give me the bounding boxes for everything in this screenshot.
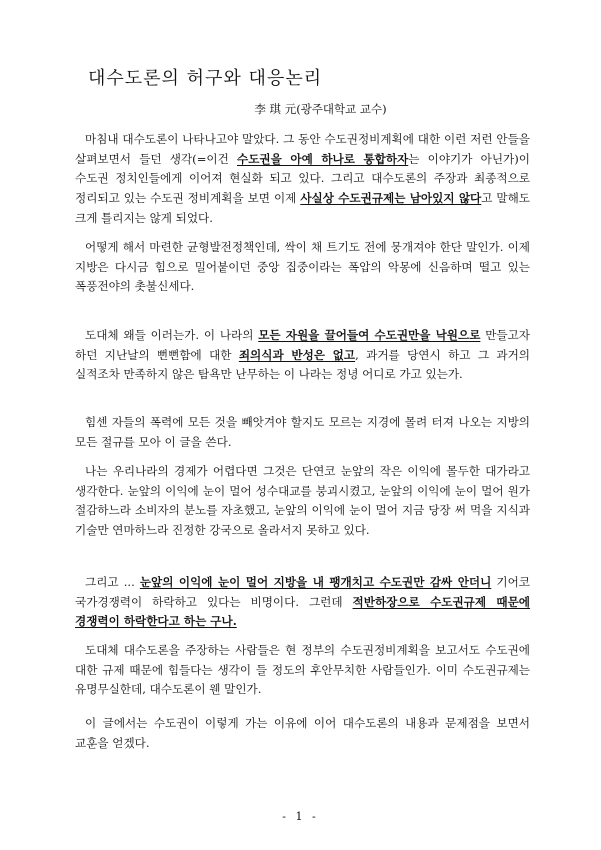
paragraph-text: 도대체 대수도론을 주장하는 사람들은 현 정부의 수도권정비계획을 보고서도 수도권에 대한 규제 때문에 힘들다는 생각이 들 정도의 후안무치한 사람들인가. 이미 수도권규제는 유명무실한데, 대수도론이 웬 말인가. (75, 643, 530, 697)
paragraph-3 (75, 326, 530, 385)
underlined-emphasis: 모든 자원을 끌어들여 수도권만을 낙원으로 (258, 328, 481, 342)
paragraph-text: 어떻게 해서 마련한 균형발전정책인데, 싹이 채 트기도 전에 뭉개져야 한단 말인가. 이제 지방은 다시금 힘으로 밀어붙이던 중앙 집중이라는 폭압의 악몽에 신음하며 떨고 있는 폭풍전야의 촛불신세다. (75, 240, 530, 294)
paragraph-text: 도대체 왜들 이러는가. 이 나라의 (85, 328, 259, 342)
paragraph-7 (75, 641, 530, 700)
underlined-emphasis: 적반하장으로 수도권규제 때문에 경쟁력이 하락한다고 하는 구나. (75, 594, 530, 629)
underlined-emphasis: 눈앞의 이익에 눈이 멀어 지방을 내 팽개치고 수도권만 감싸 안더니 (139, 575, 492, 589)
paragraph-text: 마침내 대수도론이 나타나고야 말았다. 그 동안 수도권정비계획에 대한 이런 저런 안들을 살펴보면서 들던 생각(=이건 (75, 132, 530, 166)
paragraph-text: 힘센 자들의 폭력에 모든 것을 빼앗겨야 할지도 모르는 지경에 몰려 터져 나오는 지방의 모든 절규를 모아 이 글을 쓴다. (75, 415, 530, 449)
paragraph-1 (75, 130, 530, 229)
underlined-emphasis: 죄의식과 반성은 없고 (238, 347, 356, 362)
page-number: - 1 - (282, 810, 319, 823)
paragraph-text: 고 말해도 크게 틀리지는 않게 되었다. (75, 191, 531, 225)
page-title: 대수도론의 허구와 대응논리 (88, 68, 323, 89)
paragraph-2 (75, 238, 530, 297)
author-line: 李 琪 元(광주대학교 교수) (254, 102, 387, 116)
paragraph-text: 그리고 ... (85, 575, 140, 589)
paragraph-text: 이 글에서는 수도권이 이렇게 가는 이유에 이어 대수도론의 내용과 문제점을 보면서 교훈을 얻겠다. (75, 716, 530, 750)
paragraph-text: , 과거를 당연시 하고 그 과거의 실적조차 만족하지 않은 탐욕만 난무하는 이 나라는 정녕 어디로 가고 있는가. (75, 347, 530, 382)
underlined-emphasis: 수도권을 아예 하나로 통합하자 (237, 151, 409, 166)
paragraph-6 (75, 573, 530, 632)
paragraph-text: 는 이야기가 아닌가)이 수도권 정치인들에게 이어져 현실화 되고 있다. 그리고 대수도론의 주장과 최종적으로 정리되고 있는 수도권 정비계획을 보면 이제 (75, 151, 530, 206)
paragraph-text: 나는 우리나라의 경제가 어렵다면 그것은 단연코 눈앞의 작은 이익에 몰두한 대가라고 생각한다. 눈앞의 이익에 눈이 멀어 성수대교를 붕괴시켰고, 눈앞의 이익에 눈이 멀어 원가 절감하느라 소비자의 분노를 자초했고, 눈앞의 이익에 눈이 멀어 지금 당장 써 먹을 지식과 기술만 연마하느라 진정한 강국으로 올라서지 못하고 있다. (75, 464, 530, 538)
paragraph-text: 만들고자 하던 지난날의 뻔뻔함에 대한 (75, 328, 530, 362)
paragraph-4 (75, 413, 530, 452)
underlined-emphasis: 사실상 수도권규제는 남아있지 않다 (300, 191, 482, 206)
paragraph-8 (75, 714, 530, 753)
paragraph-5 (75, 462, 530, 541)
paragraph-text: 기어코 국가경쟁력이 하락하고 있다는 비명이다. 그런데 (75, 575, 530, 609)
